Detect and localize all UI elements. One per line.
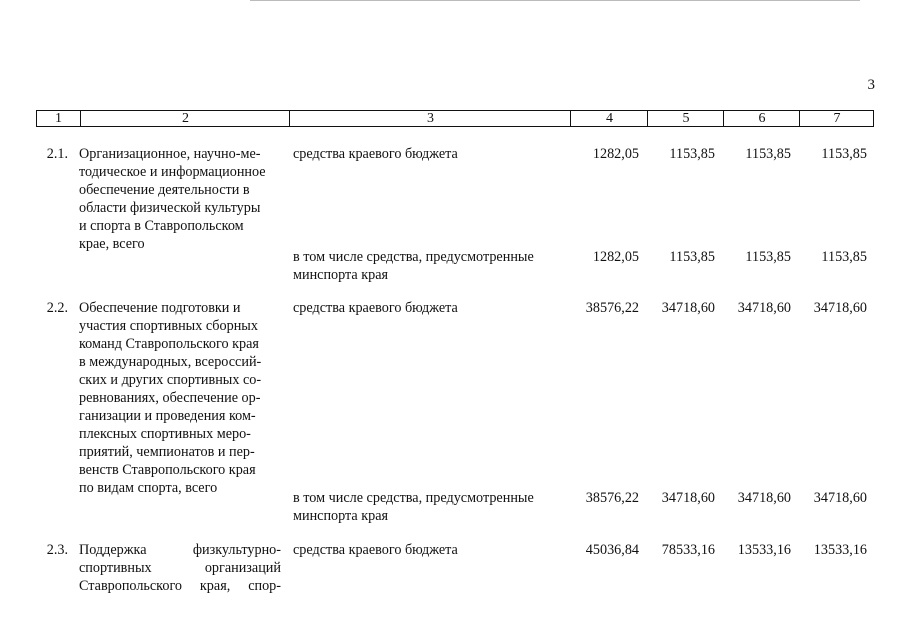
value-col-7: 34718,60 [813, 300, 867, 316]
description-line: крае, всего [79, 236, 145, 252]
value-col-4: 38576,22 [585, 490, 639, 506]
header-col-5: 5 [647, 111, 724, 126]
value-col-5: 78533,16 [661, 542, 715, 558]
value-col-6: 34718,60 [737, 300, 791, 316]
value-col-4: 38576,22 [585, 300, 639, 316]
description-line: Обеспечение подготовки и [79, 300, 241, 316]
value-col-6: 1153,85 [745, 146, 791, 162]
value-col-7: 1153,85 [821, 249, 867, 265]
value-col-4: 45036,84 [585, 542, 639, 558]
value-col-5: 34718,60 [661, 300, 715, 316]
value-col-5: 1153,85 [669, 249, 715, 265]
row-description [79, 299, 281, 497]
row-description [79, 541, 281, 595]
row-number: 2.1. [46, 146, 68, 162]
description-line: команд Ставропольского края [79, 336, 259, 352]
description-line: по видам спорта, всего [79, 480, 218, 496]
value-col-5: 34718,60 [661, 490, 715, 506]
value-col-7: 13533,16 [813, 542, 867, 558]
source-line: средства краевого бюджета [293, 146, 458, 162]
description-line: тодическое и информационное [79, 164, 266, 180]
value-col-5: 1153,85 [669, 146, 715, 162]
source-line: средства краевого бюджета [293, 300, 458, 316]
source-line: минспорта края [293, 508, 389, 524]
description-line: ских и других спортивных со- [79, 372, 262, 388]
value-col-6: 34718,60 [737, 490, 791, 506]
page-number: 3 [867, 77, 875, 93]
funding-source [293, 145, 558, 163]
description-line: в международных, всероссий- [79, 354, 262, 370]
description-line: плексных спортивных меро- [79, 426, 251, 442]
funding-source [293, 489, 558, 525]
header-col-6: 6 [723, 111, 800, 126]
value-col-4: 1282,05 [592, 146, 639, 162]
row-number: 2.2. [46, 300, 68, 316]
table-header-row [36, 110, 874, 127]
description-line: участия спортивных сборных [79, 318, 258, 334]
description-line: Поддержка физкультурно- [79, 542, 281, 558]
value-col-6: 1153,85 [745, 249, 791, 265]
description-line: приятий, чемпионатов и пер- [79, 444, 255, 460]
funding-source [293, 248, 558, 284]
row-number: 2.3. [46, 542, 68, 558]
header-col-4: 4 [570, 111, 648, 126]
description-line: обеспечение деятельности в [79, 182, 250, 198]
source-line: минспорта края [293, 267, 389, 283]
description-line: Ставропольского края, спор- [79, 578, 281, 594]
value-col-6: 13533,16 [737, 542, 791, 558]
value-col-7: 34718,60 [813, 490, 867, 506]
description-line: области физической культуры [79, 200, 261, 216]
funding-source [293, 541, 558, 559]
source-line: средства краевого бюджета [293, 542, 458, 558]
description-line: венств Ставропольского края [79, 462, 256, 478]
header-col-7: 7 [799, 111, 874, 126]
source-line: в том числе средства, предусмотренные [293, 249, 534, 265]
description-line: ревнованиях, обеспечение ор- [79, 390, 261, 406]
description-line: ганизации и проведения ком- [79, 408, 256, 424]
funding-source [293, 299, 558, 317]
scan-line-top [250, 0, 860, 1]
header-col-3: 3 [289, 111, 571, 126]
header-col-1: 1 [55, 111, 62, 126]
description-line: спортивных организаций [79, 560, 281, 576]
description-line: Организационное, научно-ме- [79, 146, 261, 162]
description-line: и спорта в Ставропольском [79, 218, 244, 234]
row-description [79, 145, 281, 253]
source-line: в том числе средства, предусмотренные [293, 490, 534, 506]
value-col-7: 1153,85 [821, 146, 867, 162]
header-col-2: 2 [80, 111, 290, 126]
value-col-4: 1282,05 [592, 249, 639, 265]
